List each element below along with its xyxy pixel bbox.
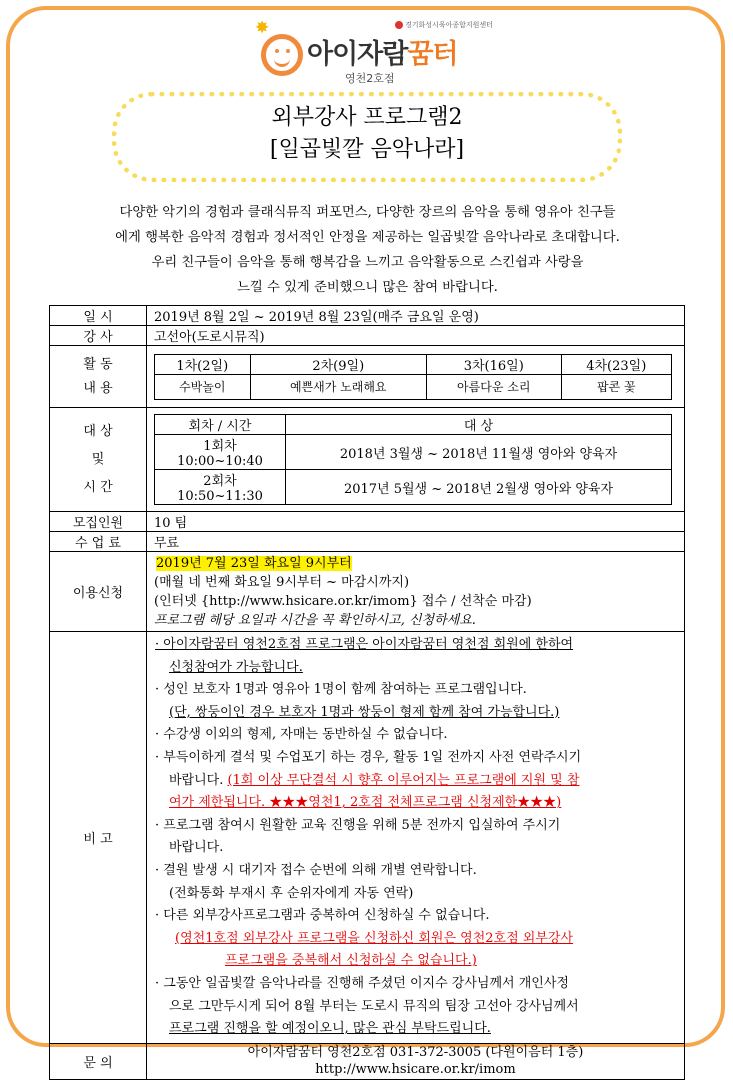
target-value: 2017년 5월생 ~ 2018년 2월생 영아와 양육자 — [286, 470, 672, 505]
recruit-value: 10 팀 — [147, 512, 685, 532]
session-round: 3차(16일) — [426, 354, 561, 374]
intro-line: 느낄 수 있게 준비했으니 많은 참여 바랍니다. — [237, 280, 498, 295]
title-box — [112, 92, 622, 182]
apply-cell — [147, 552, 685, 632]
smile-face-icon — [261, 34, 303, 76]
apply-date: 2019년 7월 23일 화요일 9시부터 — [156, 555, 352, 571]
target-round: 1회차 10:00~10:40 — [155, 435, 286, 470]
apply-notice: 프로그램 해당 요일과 시간을 꼭 확인하시고, 신청하세요. — [154, 612, 476, 628]
date-value: 2019년 8월 2일 ~ 2019년 8월 23일(매주 금요일 운영) — [147, 306, 685, 326]
target-header-target: 대 상 — [286, 415, 672, 435]
activity-cell — [147, 346, 685, 408]
note-list: · 아이자람꿈터 영천2호점 프로그램은 아이자람꿈터 영천점 회원에 한하여 신청참여가 가능합니다. · 성인 보호자 1명과 영유아 1명이 함께 참여하는 프로그램입니다. (단, 쌍둥이인 경우 보호자 1명과 쌍둥이 형제 함께 참여 가능합니다.) · 수강생 이외의 형제, 자매는 동반하실 수 없습니다. · 부득이하게 결석 및 수업포기 하는 경우, 활동 1일 전까지 사전 연락주시기 바랍니다. (1회 이상 무단결석 시 향후 이루어지는 프로그램에 지원 및 참 여가 제한됩니다. ★★★영천1, 2호점 전체프로그램 신청제한★★★) · 프로그램 참여시 원활한 교육 진행을 위해 5분 전까지 입실하여 주시기 바랍니다. · 결원 발생 시 대기자 접수 순번에 의해 개별 연락합니다. (전화통화 부재시 후 순위자에게 자동 연락) · 다른 외부강사프로그램과 중복하여 신청하실 수 없습니다. (영천1호점 외부강사 프로그램을 신청하신 회원은 영천2호점 외부강사 프로그램을 중복해서 신청하실 수 없습니다.) · 그동안 일곱빛깔 음악나라를 진행해 주셨던 이지수 강사님께서 개인사정 으로 그만두시게 되어 8월 부터는 도로시 뮤직의 팀장 고선아 강사님께서 프로그램 진행을 할 예정이오니, 많은 관심 부탁드립니다. — [155, 637, 582, 1037]
info-table — [49, 305, 685, 1080]
date-label: 일 시 — [50, 306, 147, 326]
target-cell — [147, 408, 685, 512]
activity-label: 활 동 내 용 — [50, 346, 147, 408]
brand-name: 아이자람꿈터 — [307, 39, 458, 70]
instructor-label: 강 사 — [50, 326, 147, 346]
intro-text — [60, 200, 675, 300]
sun-icon: ✸ — [255, 18, 270, 38]
target-value: 2018년 3월생 ~ 2018년 11월생 영아와 양육자 — [286, 435, 672, 470]
target-table — [154, 414, 672, 505]
target-header-round: 회차 / 시간 — [155, 415, 286, 435]
apply-schedule: (매월 네 번째 화요일 9시부터 ~ 마감시까지) — [154, 574, 410, 590]
session-content: 수박놀이 — [155, 374, 251, 399]
activity-table — [154, 354, 672, 400]
contact-cell — [147, 1043, 685, 1079]
fee-value: 무료 — [147, 532, 685, 552]
intro-line: 다양한 악기의 경험과 클래식뮤직 퍼포먼스, 다양한 장르의 음악을 통해 영유아 친구들 — [119, 205, 616, 220]
session-content: 팝콘 꽃 — [561, 374, 672, 399]
intro-line: 에게 행복한 음악적 경험과 정서적인 안정을 제공하는 일곱빛깔 음악나라로 초대합니다. — [115, 230, 620, 245]
session-content: 아름다운 소리 — [426, 374, 561, 399]
instructor-value: 고선아(도로시뮤직) — [147, 326, 685, 346]
target-round: 2회차 10:50~11:30 — [155, 470, 286, 505]
title-line1: 외부강사 프로그램2 — [271, 105, 463, 130]
branch-name: 영천2호점 — [345, 72, 395, 85]
session-round: 4차(23일) — [561, 354, 672, 374]
apply-label: 이용신청 — [50, 552, 147, 632]
fee-label: 수 업 료 — [50, 532, 147, 552]
session-round: 2차(9일) — [250, 354, 426, 374]
recruit-label: 모집인원 — [50, 512, 147, 532]
logo — [255, 18, 495, 88]
note-label: 비 고 — [50, 632, 147, 1044]
session-round: 1차(2일) — [155, 354, 251, 374]
session-content: 예쁜새가 노래해요 — [250, 374, 426, 399]
contact-url: http://www.hsicare.or.kr/imom — [315, 1062, 516, 1078]
contact-info: 아이자람꿈터 영천2호점 031-372-3005 (다원이음터 1층) — [247, 1045, 584, 1061]
target-label: 대 상 및 시 간 — [50, 408, 147, 512]
title-line2: [일곱빛깔 음악나라] — [269, 137, 465, 162]
center-name: 경기화성시육아종합지원센터 — [395, 20, 493, 30]
apply-method: (인터넷 {http://www.hsicare.or.kr/imom} 접수 / 선착순 마감) — [154, 593, 532, 609]
intro-line: 우리 친구들이 음악을 통해 행복감을 느끼고 음악활동으로 스킨쉽과 사랑을 — [151, 255, 584, 270]
note-cell — [147, 632, 685, 1044]
contact-label: 문 의 — [50, 1043, 147, 1079]
